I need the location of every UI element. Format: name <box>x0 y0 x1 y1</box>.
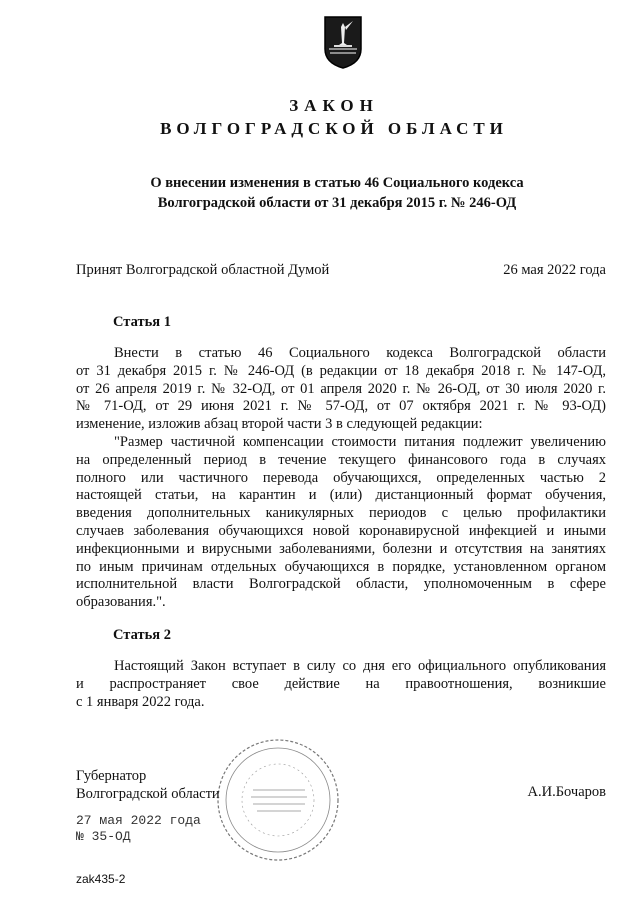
signing-date: 27 мая 2022 года <box>76 813 201 828</box>
law-subject-line-2: Волгоградской области от 31 декабря 2015 г. № 246-ОД <box>157 195 517 211</box>
text-line: введения дополнительных каникулярных периодов с целью профилактики <box>76 505 606 522</box>
text-line: случаев заболевания обучающихся новой коронавирусной инфекцией и иными <box>76 522 606 539</box>
article-1-heading: Статья 1 <box>113 314 171 330</box>
article-2-body <box>76 658 606 711</box>
text-line: настоящей статьи, на карантин и (или) дистанционный формат обучения, <box>76 487 606 504</box>
governor-title: Губернатор <box>76 768 147 784</box>
document-code: zak435-2 <box>76 872 126 886</box>
text-line: Настоящий Закон вступает в силу со дня его официального опубликования <box>114 658 606 674</box>
coat-of-arms-icon <box>323 15 363 70</box>
article-2-heading: Статья 2 <box>113 627 171 643</box>
text-line: № 71-ОД, от 29 июня 2021 г. № 57-ОД, от 07 октября 2021 г. № 93-ОД) <box>76 398 606 415</box>
text-line: "Размер частичной компенсации стоимости питания подлежит увеличению <box>114 433 606 450</box>
text-line: от 26 апреля 2019 г. № 32-ОД, от 01 апреля 2020 г. № 26-ОД, от 30 июля 2020 г. <box>76 380 606 397</box>
text-line: по иным причинам отдельных обучающихся в порядке, установленном органом <box>76 558 606 575</box>
text-line: и распространяет свое действие на правоотношения, возникшие <box>76 675 606 692</box>
adoption-text: Принят Волгоградской областной Думой <box>76 262 330 278</box>
law-title: ЗАКОН <box>289 96 379 115</box>
text-line: изменение, изложив абзац второй части 3 в следующей редакции: <box>76 416 483 433</box>
law-subject-line-1: О внесении изменения в статью 46 Социального кодекса <box>150 175 524 191</box>
official-stamp-icon <box>213 735 343 865</box>
governor-region: Волгоградской области <box>76 786 220 802</box>
text-line: Внести в статью 46 Социального кодекса Волгоградской области <box>114 345 606 361</box>
text-line: исполнительной власти Волгоградской области, уполномоченным в сфере <box>76 576 606 593</box>
article-1-body <box>76 345 606 612</box>
text-line: с 1 января 2022 года. <box>76 693 205 710</box>
law-number: № 35-ОД <box>76 829 131 844</box>
adoption-date: 26 мая 2022 года <box>503 262 606 278</box>
text-line: от 31 декабря 2015 г. № 246-ОД (в редакции от 18 декабря 2018 г. № 147-ОД, <box>76 362 606 379</box>
text-line: образования.". <box>76 594 166 611</box>
law-region: ВОЛГОГРАДСКОЙ ОБЛАСТИ <box>160 119 508 138</box>
text-line: инфекционными и вирусными заболеваниями, болезни и отсутствия на занятиях <box>76 540 606 557</box>
text-line: полного или частичного перевода обучающихся, определенных частью 2 <box>76 469 606 486</box>
text-line: на определенный период в течение текущего финансового года в случаях <box>76 451 606 468</box>
governor-name: А.И.Бочаров <box>527 784 606 800</box>
